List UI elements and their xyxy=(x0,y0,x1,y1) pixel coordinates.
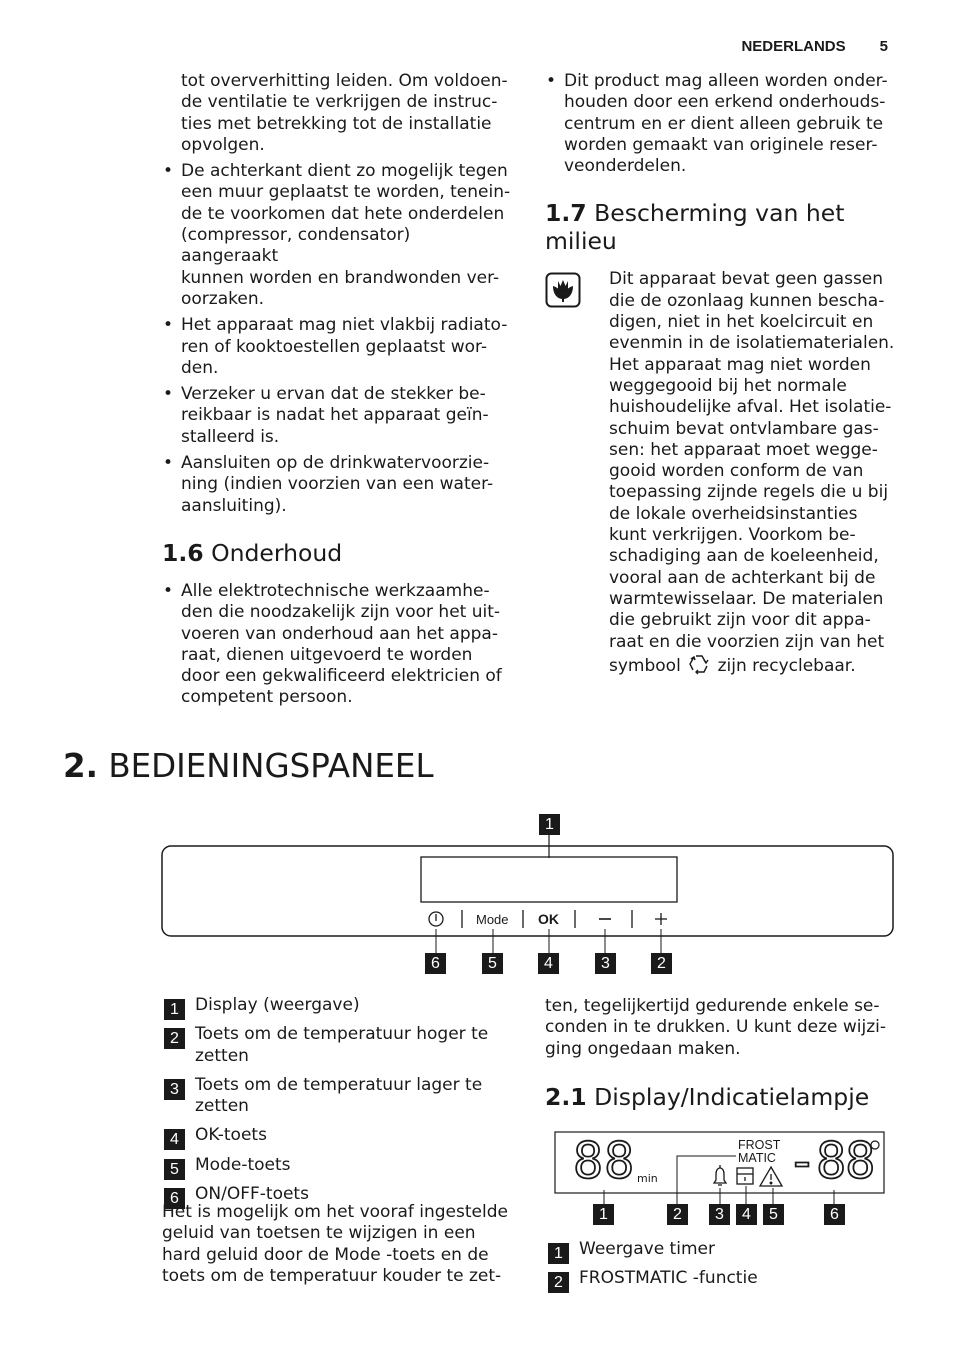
intro-text: tot oververhitting leiden. Om voldoen- de ventilatie te verkrijgen de instruc- ties met betrekking tot de installatie opvolgen. xyxy=(181,71,508,155)
bell-icon xyxy=(714,1165,726,1185)
legend-text: Toets om de temperatuur hoger te zetten xyxy=(195,1024,489,1066)
legend-text: Mode-toets xyxy=(195,1154,291,1175)
display-callout-3: 3 xyxy=(709,1204,730,1225)
legend-number: 2 xyxy=(164,1028,185,1049)
legend-item xyxy=(548,1268,758,1292)
chapter-title: BEDIENINGSPANEEL xyxy=(108,747,434,785)
timer-digits: 88 xyxy=(573,1132,636,1190)
display-callout-4: 4 xyxy=(736,1204,757,1225)
callout-2: 2 xyxy=(651,953,672,974)
recycle-text-after: zijn recyclebaar. xyxy=(717,655,856,676)
legend-text: Display (weergave) xyxy=(195,995,360,1015)
legend-text: FROSTMATIC -functie xyxy=(579,1268,758,1289)
environment-text: Dit apparaat bevat geen gassen die de ozonlaag kunnen bescha- digen, niet in het koelcircuit en evenmin in de isolatiematerialen. Het apparaat mag niet worden weggegooid bij het normale huishoudelijke afval. Het isolatie- schuim bevat ontvlambare gas- sen: het apparaat moet wegge- gooid worden conform de van toepassing zijnde regels die u bij de lokale overheidsinstanties kunt verkrijgen. Voorkom be- schadiging aan de koeleenheid, vooral aan de achterkant bij de warmtewisselaar. De materialen die gebruikt zijn voor dit appa- raat en die voorzien zijn van het xyxy=(609,269,895,652)
legend-text: Toets om de temperatuur lager te zetten xyxy=(195,1074,483,1117)
lock-icon xyxy=(737,1168,753,1184)
display-legend xyxy=(548,1239,758,1290)
legend-text: Weergave timer xyxy=(579,1239,715,1259)
warning-icon xyxy=(760,1167,782,1186)
section-title: Display/Indicatielampje xyxy=(594,1083,870,1111)
legend-number: 4 xyxy=(164,1129,185,1150)
legend-number: 1 xyxy=(164,999,185,1020)
section-number: 1.7 xyxy=(545,199,587,228)
legend-number: 1 xyxy=(548,1243,569,1264)
list-item: • Aansluiten op de drinkwatervoorzie- ning (indien voorzien van een water- aansluiting). xyxy=(162,453,512,517)
mode-button-label: Mode xyxy=(476,912,509,927)
list-item: • De achterkant dient zo mogelijk tegen een muur geplaatst te worden, tenein- de te voorkomen dat hete onderdelen (compressor, condensator) aangeraakt kunnen worden en brandwonden ver- oorzaken. xyxy=(162,161,512,310)
legend-item xyxy=(548,1239,758,1260)
page-number: 5 xyxy=(879,38,888,55)
legend-text: OK-toets xyxy=(195,1125,267,1146)
callout-5: 5 xyxy=(482,953,503,974)
legend-number: 6 xyxy=(164,1188,185,1209)
list-item: • Verzeker u ervan dat de stekker be- reikbaar is nadat het apparaat geïn- stalleerd is. xyxy=(162,384,512,448)
display-callout-6: 6 xyxy=(824,1204,845,1225)
list-item: • Het apparaat mag niet vlakbij radiato- ren of kooktoestellen geplaatst wor- den. xyxy=(162,315,512,379)
display-callout-1: 1 xyxy=(593,1204,614,1225)
temperature-digits: -88 xyxy=(787,1132,875,1190)
legend-number: 5 xyxy=(164,1159,185,1180)
display-callout-2: 2 xyxy=(667,1204,688,1225)
ok-button-label: OK xyxy=(538,911,559,927)
callout-3: 3 xyxy=(595,953,616,974)
sound-paragraph-right: ten, tegelijkertijd gedurende enkele se- conden in te drukken. U kunt deze wijzi- ging ongedaan maken. xyxy=(545,996,887,1059)
list-item: • Dit product mag alleen worden onder- houden door een erkend onderhouds- centrum en er dient alleen gebruik te worden gemaakt van originele reser- veonderdelen. xyxy=(545,71,900,177)
recycle-text-before: symbool xyxy=(609,655,681,676)
section-title: Bescherming van het milieu xyxy=(545,199,845,256)
callout-6: 6 xyxy=(425,953,446,974)
legend-number: 2 xyxy=(548,1272,569,1293)
chapter-number: 2. xyxy=(63,747,98,785)
display-callout-5: 5 xyxy=(763,1204,784,1225)
timer-unit: min xyxy=(637,1172,658,1185)
legend-text: ON/OFF-toets xyxy=(195,1184,309,1205)
header-language: NEDERLANDS xyxy=(741,38,846,55)
frostmatic-label-matic: MATIC xyxy=(738,1151,776,1165)
section-title: Onderhoud xyxy=(211,538,343,567)
legend-number: 3 xyxy=(164,1079,185,1100)
frostmatic-label-frost: FROST xyxy=(738,1138,781,1152)
section-number: 1.6 xyxy=(162,538,204,567)
section-number: 2.1 xyxy=(545,1083,587,1111)
sound-paragraph-left: Het is mogelijk om het vooraf ingestelde geluid van toetsen te wijzigen in een hard geluid door de Mode -toets en de toets om de temperatuur kouder te zet- xyxy=(162,1202,508,1286)
list-item: • Alle elektrotechnische werkzaamhe- den die noodzakelijk zijn voor het uit- voeren van onderhoud aan het appa- raat, dienen uitgevoerd te worden door een gekwalificeerd elektricien of competent persoon. xyxy=(162,581,512,709)
callout-1: 1 xyxy=(539,814,560,835)
callout-4: 4 xyxy=(538,953,559,974)
